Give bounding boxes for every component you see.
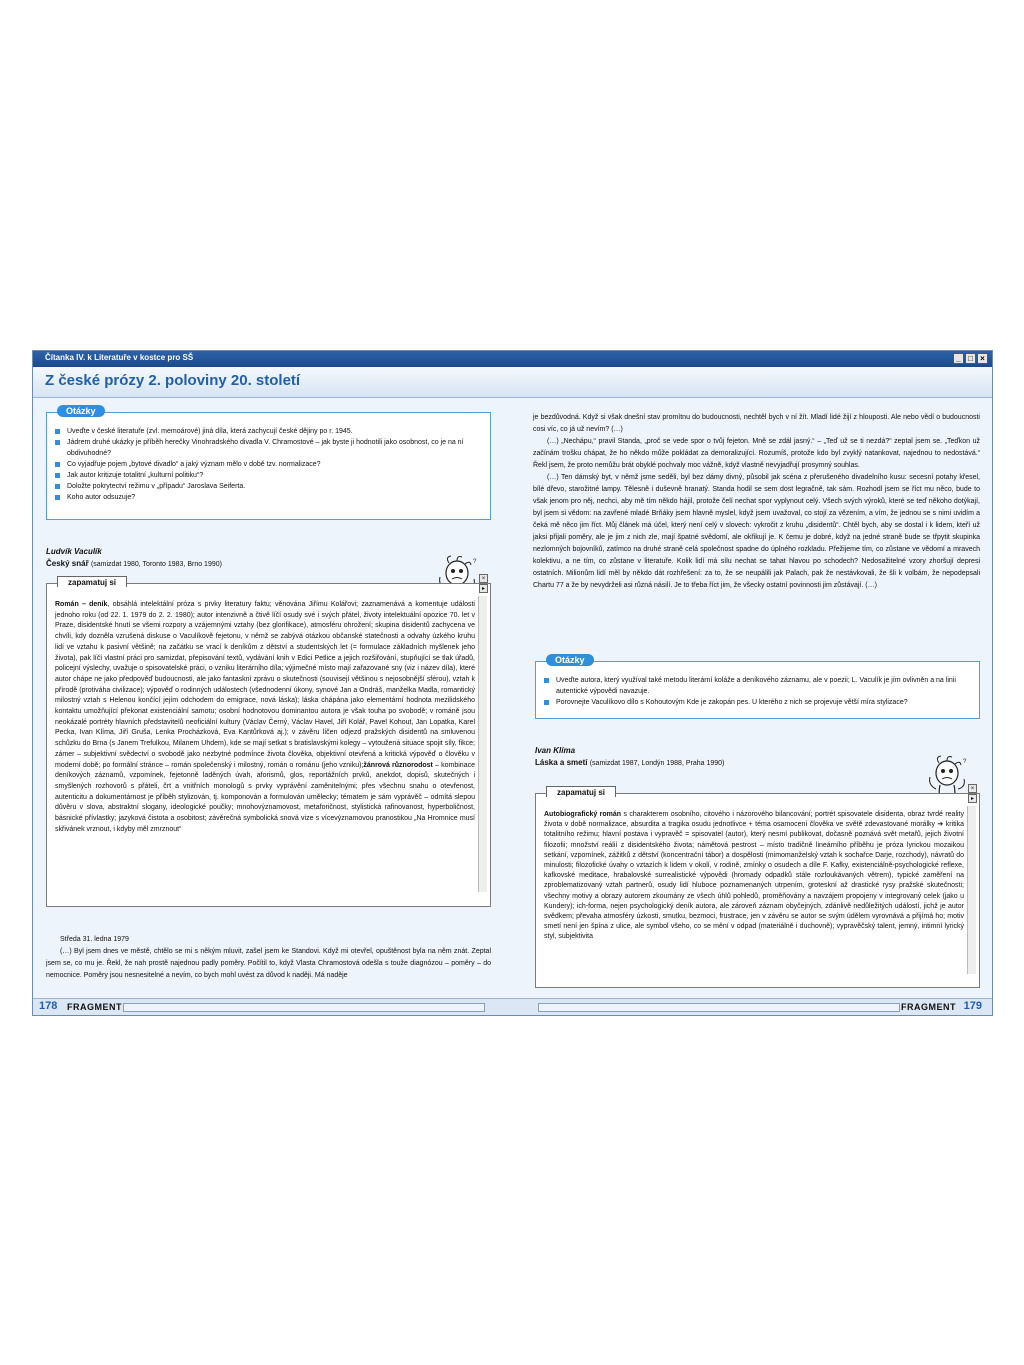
questions-label: Otázky (57, 405, 105, 417)
author-name: Ivan Klíma (535, 746, 576, 755)
page-footer (33, 998, 992, 1015)
maximize-icon[interactable]: □ (965, 353, 976, 364)
publisher-logo: FRAGMENT (901, 1002, 956, 1012)
description: , obsáhlá intelektální próza s prvky literatury faktu; věnována Jiřímu Kolářovi; zaznamenává a komentuje události jednoho roku (od 22. 1. 1979 do 2. 2. 1980); autor intenzivně a čtivě líčí osudy své i svých přátel, životy intelektuální opozice 70. let v Praze, disidentské hnutí se všemi rozpory a vzájemnými vztahy (bez glorifikace), atmosféru ohrožení; skupina disidentů zachycena ve chvíli, kdy dozněla vzrušená diskuse o Vaculíkově fejetonu, v němž se zabývá otázkou občanské statečnosti a odvahy úzkého kruhu lidí ve vztahu k pasivní většině; na začátku se vrací k deníkům z dětství a studentských let (= formulace základních myšlenek jeho života), pak líčí vlastní práci pro samizdat, přepisování textů, vydávání knih v Edici Petlice a jejich rozšiřování, stupňující se tlak úřadů, policejní výslechy, uvažuje o spisovatelské práci, o vzniku literárního díla; výjimečné místo mají zařazované sny (viz i název díla), které autor chápe ne jako předpověď budoucnosti, ale jako fantaskní zprávu o skutečnosti (souvisejí většinou s nejosobnější sférou), vztah k přírodě (protiváha civilizace); výpověď o rodinných událostech (všednodenní úkony, synové Jan a Ondráš, manželka Madla, romantický milostný vztah s Helenou končící jejím odchodem do emigrace, nová láska); láska chápána jako elementární hodnota mezilidského kontaktu umožňující překonat existenciální samotu; osobní hodnotovou dominantou autora je však touha po svobodě; v románě jsou neokázalé portréty hlavních představitelů neoficiální kultury (Václav Černý, Václav Havel, Jiří Kolář, Pavel Kohout, Jan Lopatka, Karel Pecka, Ivan Klíma, Jiří Gruša, Lenka Procházková, Eva Kantůrková aj.); v závěru líčen odjezd pražských disidentů na smluvenou schůzku do Brna (s Janem Trefulkou, Milanem Uhdem), kde se mají setkat s bratislavskými kolegy – vytoužená situace spojit síly, fikce; zámer – subjektivní svědectví o svobodě jako nezbytné podmínce života člověka, objektivní otevřená a kritická výpověď o člověku v moderní době; po formální stránce – román společenský i milostný, román o románu (jeho vzniku); (55, 601, 475, 769)
key-term: Román – deník (55, 601, 108, 608)
scrollbar[interactable] (478, 596, 487, 892)
footer-bar (123, 1003, 485, 1012)
work-title-text: Láska a smetí (535, 758, 588, 767)
window-titlebar (33, 351, 992, 367)
questions-label: Otázky (546, 654, 594, 666)
scrollbar[interactable] (967, 806, 976, 974)
window-controls (953, 353, 988, 364)
work-meta: (samizdat 1987, Londýn 1988, Praha 1990) (589, 760, 725, 767)
close-icon[interactable]: × (977, 353, 988, 364)
page-number-left: 178 (39, 1000, 58, 1012)
svg-text:?: ? (473, 559, 477, 565)
question-item: Koho autor odsuzuje? (55, 492, 485, 503)
box-expand-icon[interactable]: ▸ (479, 584, 488, 593)
author-name: Ludvík Vaculík (46, 547, 102, 556)
questions-list (55, 426, 485, 503)
question-item: Doložte pokrytectví režimu v „případu“ Jaroslava Seiferta. (55, 481, 485, 492)
work-title (46, 559, 222, 568)
remember-box-text (544, 810, 964, 943)
question-item: Uveďte autora, který využíval také metodu literární koláže a deníkového záznamu, ale v poezii; L. Vaculík je jím ovlivněn a na linii autentické výpovědi navazuje. (544, 675, 974, 697)
remember-box-vaculik (46, 576, 491, 907)
questions-box-1 (46, 406, 491, 520)
excerpt-paragraph: (…) „Nechápu,“ pravil Standa, „proč se vede spor o tvůj fejeton. Mně se zdál jasný.“ – „Teď už se ti nezdá?“ zeptal jsem se. „Teďkon už začínám trošku chápat, že ho někdo může pokládat za demoralizující. Rozumíš, protože kdo byl zvyklý natankovat, najednou to nedostává.“ Řekl jsem, že proto nemůžu brát obyklé pochvaly moc vážně, když vlastně nevyjadřují prosymný souhlas. (533, 438, 980, 469)
chapter-header (33, 367, 992, 398)
svg-text:?: ? (963, 759, 967, 765)
footer-bar (538, 1003, 900, 1012)
minimize-icon[interactable]: _ (953, 353, 964, 364)
page-number-right: 179 (963, 1000, 982, 1012)
box-close-icon[interactable]: × (968, 784, 977, 793)
excerpt-paragraph: (…) Ten dámský byt, v němž jsme seděli, byl bez dámy divný, působil jak scéna z přerušeného divadelního kusu: secesní potahy křesel, bílé dřevo, starožitné lampy. Tělesně i duševně hranatý. Standa hodil se sem dost legračně, tak sám. Rozhodl jsem se říct mu něco, bude to však jenom pro něj, nechci, aby mě tím někdo hájil, protože čelí nechat spor vyplynout celý. Všech svých výroků, které se teď někoho dotýkají, byl jsem si vědom: na zavřené mladé Brňáky jsem hlavně myslel, když jsem uvažoval, co stojí za vězením, a vím, že jednou se s nimi uvidím a čeká mě něco jim říct. Můj článek má účel, který není celý v slovech: vykročit z kruhu „disidentů“. Chtěl bych, aby se dostal i k lidem, kteří už jaksi přijali poměry, ale je jim z nich zle, mají špatné svědomí, ale okřikují je. K čemu je dobré, když na jedné straně bude se třpytit skupinka nezlomných bojovníků, zatímco na druhé straně celá společnost spadne do úplného rozkladu. Přežijeme tím, co zůstane ve vědomí a mravech kolektivu, a ne tím, co zůstane v literatuře. Kolik lidí má sílu nechat se tahat hlavou po schodech? Nedosažitelné vzory zhoršují depresi ostatních. Milionům lidí měl by někdo dát rozhřešení: za to, že se neupálili jak Palach, pak že nestávkovali, že šli k volbám, že nepodepsali Chartu 77 a že by nevydrželi asi různá násilí. Je to třeba říct jim, že všecky ostatní povinnosti jim zůstávají. (…) (533, 474, 980, 589)
page-title: Z české prózy 2. poloviny 20. století (45, 372, 301, 389)
book-spread (32, 350, 993, 1016)
question-item: Jádrem druhé ukázky je příběh herečky Vinohradského divadla V. Chramostové – jak byste ji hodnotili jako osobnost, co je na ní obdivuhodné? (55, 437, 485, 459)
work-meta: (samizdat 1980, Toronto 1983, Brno 1990) (90, 561, 222, 568)
excerpt-paragraph: je bezdůvodná. Když si však dnešní stav promítnu do budoucnosti, nechtěl bych v ní žít. Mladí lidé žijí z hlouposti. Ale nebo vědí o budoucnosti cosi víc, co já už nevím? (…) (533, 414, 980, 433)
key-term: žánrová různorodost (363, 761, 433, 769)
description: s charakterem osobního, citového i názorového bilancování; portrét spisovatele disidenta, obraz tvrdé reality života v době normalizace, absurdita a tragika osudu jednotlivce + téma osamocení člověka ve světě zdevastované morálky ➔ kritika totalitního režimu; hlavní postava i vypravěč = spisovatel (autor), který nesmí publikovat, dočasně poznává svět metařů, jejich životní filozofii; množství reálií z disidentského života; námětová pestrost – místo tradičně lineárního příběhu je próza lyrickou mozaikou setkání, vzpomínek, zážitků z dětství (koncentrační tábor) a dospělosti (mimomanželský vztah k sochařce Darje, rozchody), návratů do minulosti; filozofické úvahy o vztazích k lidem v okolí, v rodině, zmínky o osudech a díle F. Kafky, existenciálně-psychologické reflexe, kafkovské meditace, hrabalovské surrealistické výpovědi (hromady odpadků stále rozfoukávaných větrem), typické zaměření na zproblematizovaný vztah partnerů, osudy lidí hluboce poznamenaných utrpením, groteskní až drastické rysy pražské skutečnosti; všechny motivy a obrazy autorem zkoumány ze všech úhlů pohledů, proměňovány a navzájem propojeny v integrovaný celek (jako u Kundery); ich-forma, nejen psychologický deník autora, ale zároveň záznam obyčejných, zdánlivě nedůležitých událostí, jichž je autor svědkem; převaha atmosféry úzkosti, smutku, bezmoci, frustrace, jen v závěru se autor se svým údělem vyrovnává a přijímá ho; motiv smetí není jen špína z ulice, ale symbol všeho, co se mění v odpad (materiálně i duchovně); vypravěčský talent, jemný, intimní lyrický styl, subjektivita (544, 811, 965, 941)
work-title (535, 758, 724, 767)
questions-box-2 (535, 655, 980, 719)
questions-list (544, 675, 974, 708)
question-item: Jak autor kritizuje totalitní „kulturní politiku“? (55, 470, 485, 481)
excerpt-date: Středa 31. ledna 1979 (60, 936, 129, 943)
description: – kombinace deníkových záznamů, vzpomínek, fejetonně laděných úvah, aforismů, glos, reportážních prvků, anekdot, dopisů, skutečných i smyšlených rozhovorů s přáteli, črt a vnitřních monologů s prvky vyprávění zaměnitelnými; přes všechnu snahu o otevřenost, autenticitu a dokumentárnost je příběh stylizován, tj. komponován a formulován umělecky; tématem je sám vyprávěč – odmítá slepou důvěru v slova, abstraktní slogany, ideologické poučky; mnohovýznamovost, metaforičnost, stylistická rafinovanost, hyperboličnost, básnické přívlastky; jazyková čistota a osobitost; závěrečná symbolická snová vize s vícevýznamovou pranostikou „Na Hromnice musí skřivánek vrznout, i kdyby měl zmrznout“ (55, 761, 475, 833)
question-item: Co vyjadřuje pojem „bytové divadlo“ a jaký význam mělo v době tzv. normalizace? (55, 459, 485, 470)
remember-box-klima (535, 786, 980, 988)
excerpt-paragraph: (…) Byl jsem dnes ve městě, chtělo se mi s někým mluvit, zašel jsem ke Standovi. Když mi otevřel, opuštěnost byla na něm znát. Zeptal jsem se, co mu je. Řekl, že nah prostě najednou padly poměry. Počítil to, když Vlasta Chramostová odešla s touže diagnózou – poměry – do nemocnice. Poměry jsou nesnesitelné a nevím, co bych mohl uvést za důvod k naději. Má naděje (46, 948, 491, 979)
remember-box-label: zapamatuj si (57, 576, 127, 587)
remember-box-label: zapamatuj si (546, 786, 616, 797)
excerpt-right (533, 412, 980, 592)
remember-box-text (55, 600, 475, 835)
excerpt-left (46, 934, 491, 982)
app-title: Čítanka IV. k Literatuře v kostce pro SŠ (45, 353, 194, 362)
box-expand-icon[interactable]: ▸ (968, 794, 977, 803)
publisher-logo: FRAGMENT (67, 1002, 122, 1012)
question-item: Uveďte v české literatuře (zvl. memoárové) jiná díla, která zachycují české dějiny po r. 1945. (55, 426, 485, 437)
key-term: Autobiografický román (544, 811, 622, 818)
box-close-icon[interactable]: × (479, 574, 488, 583)
question-item: Porovnejte Vaculíkovo dílo s Kohoutovým Kde je zakopán pes. U kterého z nich se projevuje větší míra stylizace? (544, 697, 974, 708)
work-title-text: Český snář (46, 559, 89, 568)
